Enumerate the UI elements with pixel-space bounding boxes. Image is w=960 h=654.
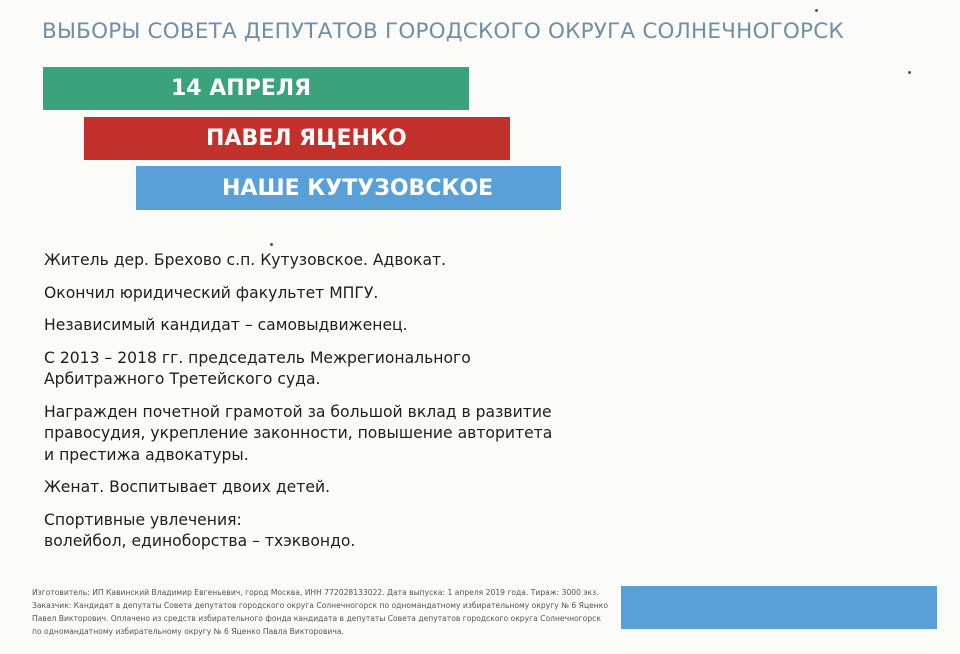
candidate-bio [44, 250, 584, 553]
scan-speck [908, 71, 911, 74]
page-title: ВЫБОРЫ СОВЕТА ДЕПУТАТОВ ГОРОДСКОГО ОКРУГА СОЛНЕЧНОГОРСК [42, 19, 844, 44]
candidate-name-band: ПАВЕЛ ЯЦЕНКО [84, 117, 510, 160]
print-imprint: Изготовитель: ИП Кавинский Владимир Евгеньевич, город Москва, ИНН 772028133022. Дата выпуска: 1 апреля 2019 года. Тираж: 3000 экз. Заказчик: Кандидат в депутаты Совета депутатов городского округа Солнечногорск по одномандатному избирательному округу № 6 Яценко Павел Викторович. Оплачено из средств избирательного фонда кандидата в депутаты Совета депутатов городского округа Солнечногорск по одномандатному избирательному округу № 6 Яценко Павла Викторовича. [32, 588, 608, 636]
bio-paragraph: Житель дер. Брехово с.п. Кутузовское. Адвокат. [44, 251, 447, 269]
bio-paragraph: Награжден почетной грамотой за большой вклад в развитие правосудия, укрепление законности, повышение авторитета и престижа адвокатуры. [44, 402, 553, 464]
bio-paragraph: Окончил юридический факультет МПГУ. [44, 283, 379, 302]
bio-paragraph: С 2013 – 2018 гг. председатель Межрегионального Арбитражного Третейского суда. [44, 348, 471, 388]
scan-speck [815, 9, 818, 12]
scan-speck [270, 243, 273, 246]
bio-paragraph: Спортивные увлечения: волейбол, единоборства – тхэквондо. [44, 510, 356, 550]
bio-paragraph: Женат. Воспитывает двоих детей. [44, 478, 331, 496]
slogan-band: НАШЕ КУТУЗОВСКОЕ [136, 166, 561, 210]
decorative-blue-box [621, 586, 937, 629]
election-date-band: 14 АПРЕЛЯ [43, 67, 469, 110]
bio-paragraph: Независимый кандидат – самовыдвиженец. [44, 316, 408, 334]
